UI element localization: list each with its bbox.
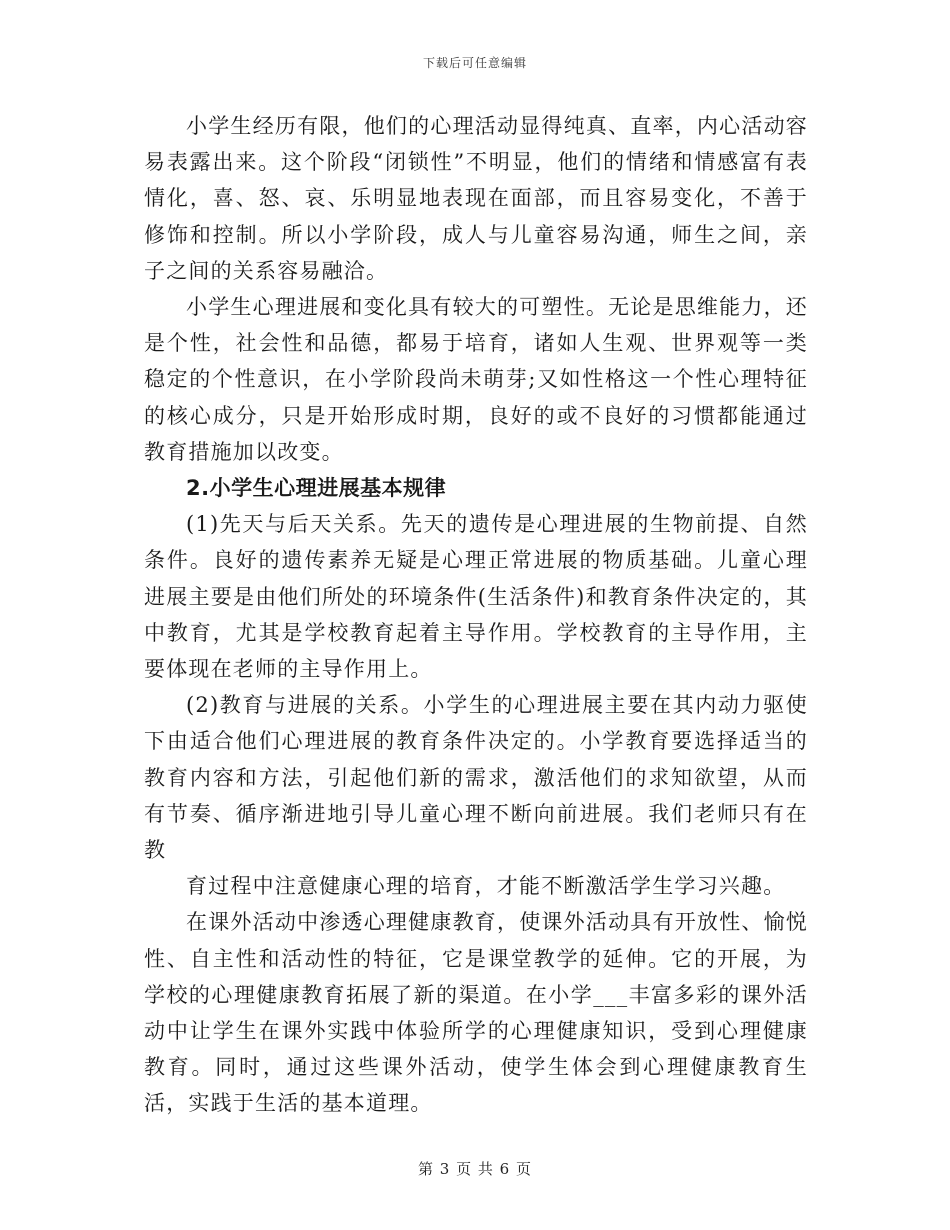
page-header: 下载后可任意编辑 bbox=[422, 56, 527, 70]
paragraph-5: 育过程中注意健康心理的培育，才能不断激活学生学习兴趣。 bbox=[186, 874, 786, 899]
document-body bbox=[144, 108, 808, 1122]
paragraph-6: 在课外活动中渗透心理健康教育，使课外活动具有开放性、愉悦性、自主性和活动性的特征，它是课堂教学的延伸。它的开展，为学校的心理健康教育拓展了新的渠道。在小学___丰富多彩的课外活动中让学生在课外实践中体验所学的心理健康知识，受到心理健康教育。同时，通过这些课外活动，使学生体会到心理健康教育生活，实践于生活的基本道理。 bbox=[144, 910, 808, 1116]
section-heading: 2.小学生心理进展基本规律 bbox=[186, 476, 447, 501]
paragraph-4: (2)教育与进展的关系。小学生的心理进展主要在其内动力驱使下由适合他们心理进展的教育条件决定的。小学教育要选择适当的教育内容和方法，引起他们新的需求，激活他们的求知欲望，从而有节奏、循序渐进地引导儿童心理不断向前进展。我们老师只有在教 bbox=[144, 693, 808, 863]
paragraph-3: (1)先天与后天关系。先天的遗传是心理进展的生物前提、自然条件。良好的遗传素养无疑是心理正常进展的物质基础。儿童心理进展主要是由他们所处的环境条件(生活条件)和教育条件决定的，其中教育，尤其是学校教育起着主导作用。学校教育的主导作用，主要体现在老师的主导作用上。 bbox=[144, 512, 808, 682]
page-footer: 第 3 页 共 6 页 bbox=[418, 1160, 532, 1178]
paragraph-2: 小学生心理进展和变化具有较大的可塑性。无论是思维能力，还是个性，社会性和品德，都易于培育，诸如人生观、世界观等一类稳定的个性意识，在小学阶段尚未萌芽;又如性格这一个性心理特征的核心成分，只是开始形成时期，良好的或不良好的习惯都能通过教育措施加以改变。 bbox=[144, 295, 808, 464]
paragraph-1: 小学生经历有限，他们的心理活动显得纯真、直率，内心活动容易表露出来。这个阶段“闭锁性”不明显，他们的情绪和情感富有表情化，喜、怒、哀、乐明显地表现在面部，而且容易变化，不善于修饰和控制。所以小学阶段，成人与儿童容易沟通，师生之间，亲子之间的关系容易融洽。 bbox=[144, 114, 808, 283]
